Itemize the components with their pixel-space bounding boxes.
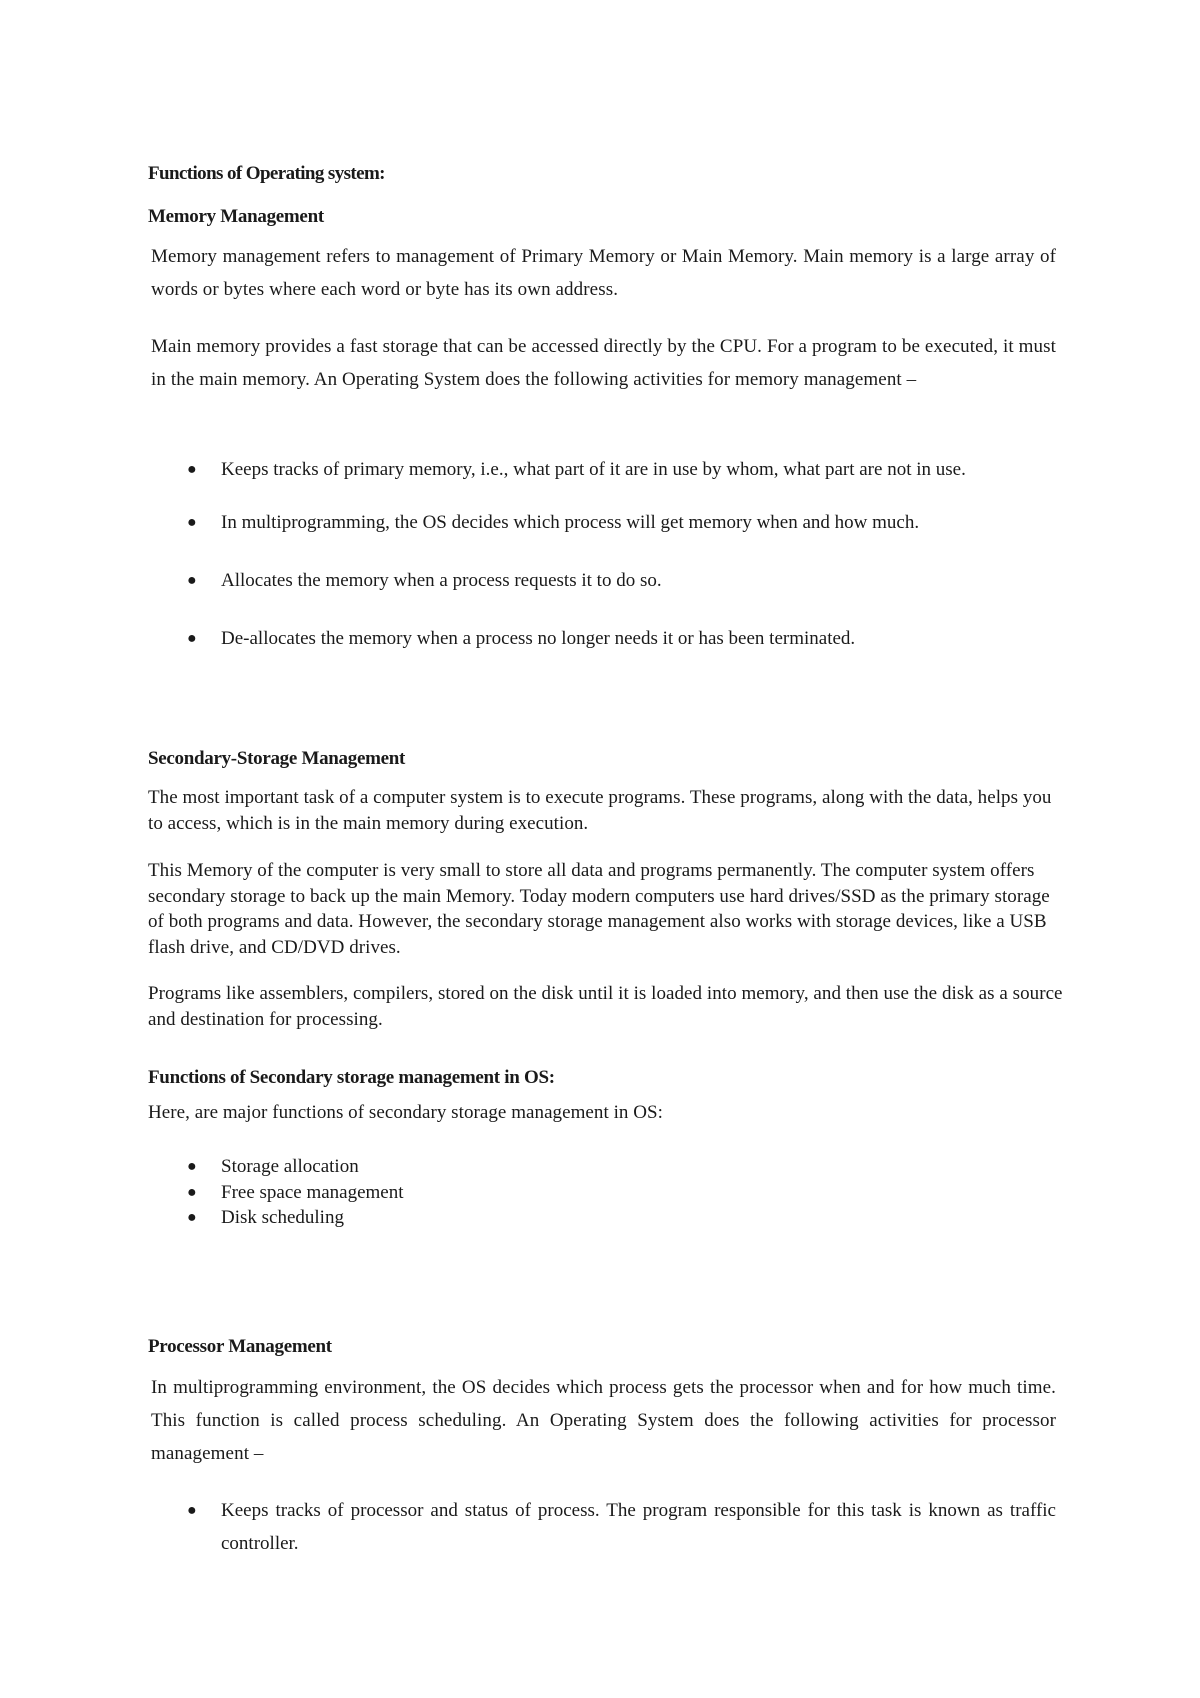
secondary-bullet-text: Storage allocation xyxy=(221,1156,359,1177)
bullet-icon: ● xyxy=(187,1209,197,1226)
memory-bullet-item xyxy=(184,622,1056,655)
secondary-bullet-item xyxy=(184,1180,1056,1206)
bullet-icon: ● xyxy=(187,630,197,647)
bullet-icon: ● xyxy=(187,1183,197,1201)
memory-bullet-text: Keeps tracks of primary memory, i.e., what part of it are in use by whom, what part are not in use. xyxy=(221,459,966,480)
secondary-bullet-text: Disk scheduling xyxy=(221,1207,344,1228)
secondary-paragraph-2: This Memory of the computer is very small to store all data and programs permanently. The computer system offers secondary storage to back up the main Memory. Today modern computers use hard drives/SSD as the primary storage of both programs and data. However, the secondary storage management also works with storage devices, like a USB flash drive, and CD/DVD drives. xyxy=(148,860,1050,958)
processor-paragraph-1: In multiprogramming environment, the OS decides which process gets the processor when and for how much time. This function is called process scheduling. An Operating System does the following activities for processor management – xyxy=(151,1377,1056,1464)
bullet-icon: ● xyxy=(187,514,197,531)
processor-management-heading: Processor Management xyxy=(148,1336,332,1357)
processor-bullet-text: Keeps tracks of processor and status of process. The program responsible for this task is known as traffic controller. xyxy=(221,1500,1056,1554)
secondary-functions-heading: Functions of Secondary storage management in OS: xyxy=(148,1067,555,1088)
secondary-functions-intro: Here, are major functions of secondary storage management in OS: xyxy=(148,1102,663,1123)
memory-management-heading: Memory Management xyxy=(148,206,324,227)
memory-bullet-item xyxy=(184,564,1056,597)
document-title: Functions of Operating system: xyxy=(148,163,385,184)
secondary-storage-heading: Secondary-Storage Management xyxy=(148,748,406,769)
secondary-paragraph-3: Programs like assemblers, compilers, stored on the disk until it is loaded into memory, and then use the disk as a source and destination for processing. xyxy=(148,983,1063,1030)
memory-bullet-text: In multiprogramming, the OS decides which process will get memory when and how much. xyxy=(221,512,920,533)
bullet-icon: ● xyxy=(187,461,197,478)
bullet-icon: ● xyxy=(187,572,197,589)
processor-bullet-list xyxy=(184,1494,1056,1560)
processor-bullet-item xyxy=(184,1494,1056,1560)
secondary-bullet-item xyxy=(184,1205,1056,1231)
bullet-icon: ● xyxy=(187,1158,197,1175)
memory-bullet-item xyxy=(184,506,1056,539)
secondary-paragraph-1: The most important task of a computer system is to execute programs. These programs, along with the data, helps you to access, which is in the main memory during execution. xyxy=(148,787,1052,834)
bullet-icon: ● xyxy=(187,1502,197,1519)
secondary-bullet-text: Free space management xyxy=(221,1181,404,1203)
memory-bullet-text: De-allocates the memory when a process no longer needs it or has been terminated. xyxy=(221,628,856,649)
memory-bullet-list xyxy=(184,453,1056,655)
secondary-bullet-item xyxy=(184,1154,1056,1180)
memory-bullet-item xyxy=(184,453,1056,486)
memory-bullet-text: Allocates the memory when a process requests it to do so. xyxy=(221,570,662,591)
secondary-bullet-list xyxy=(184,1154,1056,1231)
memory-paragraph-1: Memory management refers to management of Primary Memory or Main Memory. Main memory is a large array of words or bytes where each word or byte has its own address. xyxy=(151,246,1056,300)
memory-paragraph-2: Main memory provides a fast storage that can be accessed directly by the CPU. For a program to be executed, it must in the main memory. An Operating System does the following activities for memory management – xyxy=(151,336,1056,390)
